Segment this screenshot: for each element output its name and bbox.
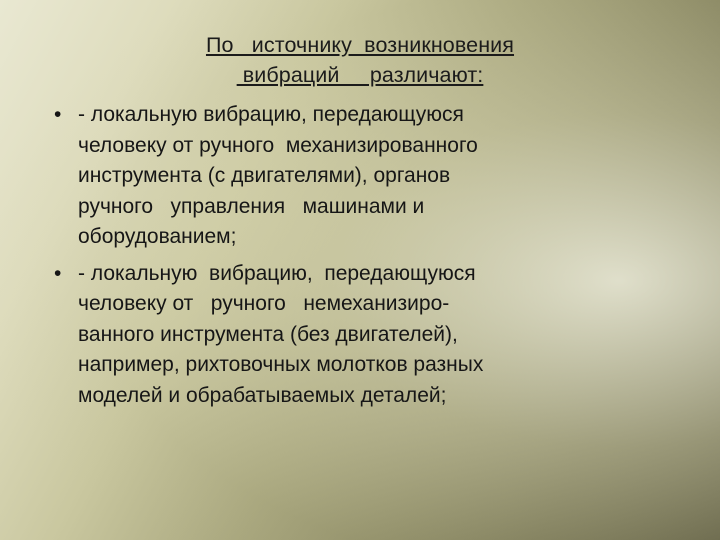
bullet-list (26, 100, 694, 411)
bullet-2-line-4: например, рихтовочных молотков разных (78, 353, 484, 376)
bullet-2-line-5: моделей и обрабатываемых деталей; (78, 383, 447, 407)
slide-title (90, 30, 630, 90)
slide-title-line-1: По источнику возникновения (205, 33, 515, 57)
bullet-2-line-1: - локальную вибрацию, передающуюся (78, 261, 476, 285)
slide-title-line-2: вибраций различают: (236, 63, 484, 87)
list-item (26, 259, 694, 412)
bullet-1-line-3: инструмента (с двигателями), органов (78, 164, 451, 187)
bullet-2-line-3: ванного инструмента (без двигателей), (78, 322, 458, 346)
bullet-dot-icon: • (54, 261, 62, 285)
list-item (26, 100, 694, 253)
bullet-1-line-2: человеку от ручного механизированного (78, 133, 478, 157)
bullet-1-line-4: ручного управления машинами и (78, 194, 425, 218)
bullet-2-line-2: человеку от ручного немеханизиро- (78, 292, 450, 315)
bullet-1-line-1: - локальную вибрацию, передающуюся (78, 103, 464, 126)
bullet-dot-icon: • (54, 103, 62, 126)
bullet-1-line-5: оборудованием; (78, 225, 237, 248)
